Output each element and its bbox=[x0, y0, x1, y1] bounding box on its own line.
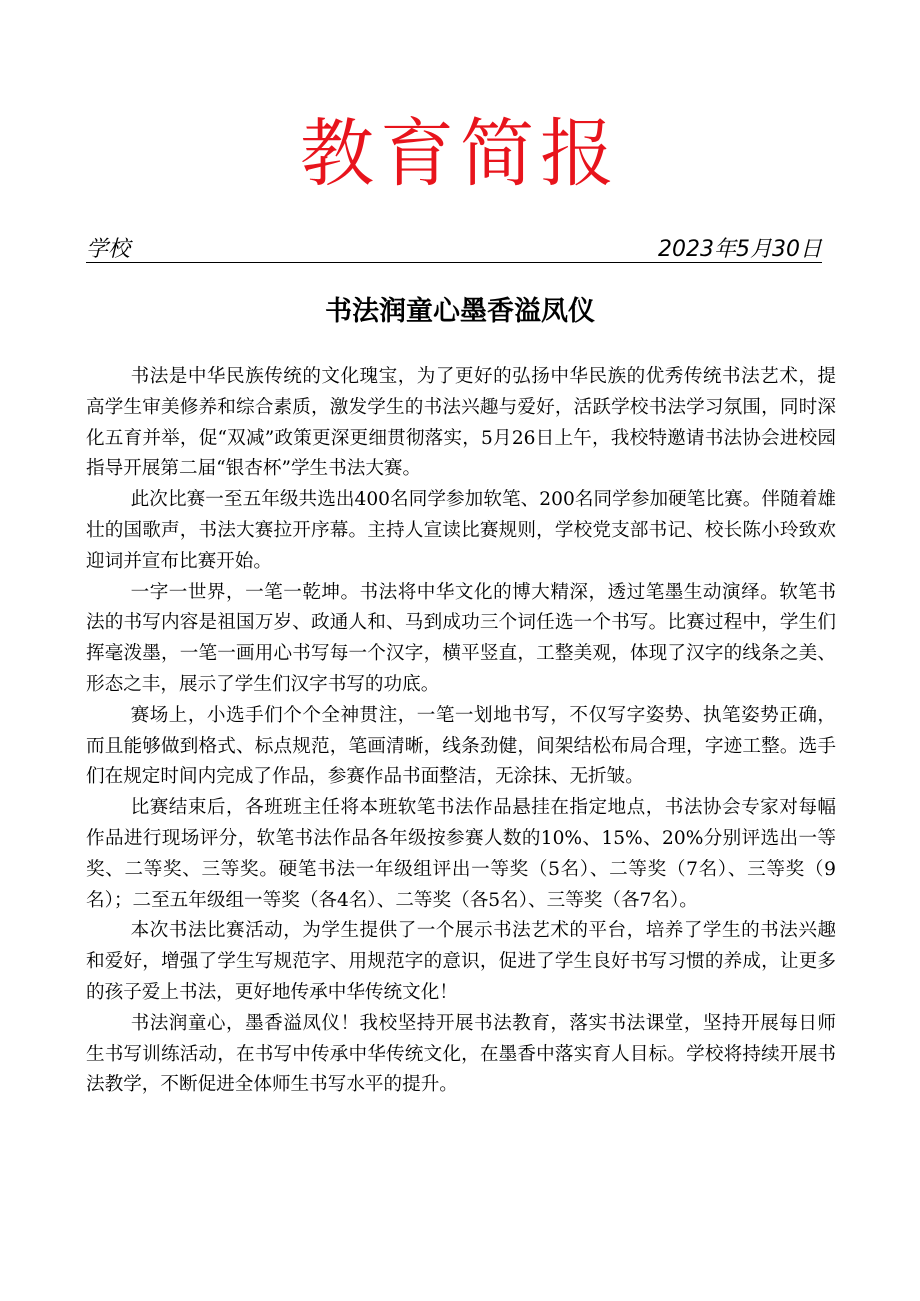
paragraph: 一字一世界，一笔一乾坤。书法将中华文化的博大精深，透过笔墨生动演绎。软笔书法的书写内容是祖国万岁、政通人和、马到成功三个词任选一个书写。比赛过程中，学生们挥毫泼墨，一笔一画用心书写每一个汉字，横平竖直，工整美观，体现了汉字的线条之美、形态之丰，展示了学生们汉字书写的功底。 bbox=[86, 581, 836, 695]
paragraph: 书法润童心，墨香溢凤仪！我校坚持开展书法教育，落实书法课堂，坚持开展每日师生书写训练活动，在书写中传承中华传统文化，在墨香中落实育人目标。学校将持续开展书法教学，不断促进全体师生书写水平的提升。 bbox=[86, 1012, 836, 1096]
article-body bbox=[86, 362, 836, 1101]
paragraph: 比赛结束后，各班班主任将本班软笔书法作品悬挂在指定地点，书法协会专家对每幅作品进行现场评分，软笔书法作品各年级按参赛人数的10%、15%、20%分别评选出一等奖、二等奖、三等奖。硬笔书法一年级组评出一等奖（5名）、二等奖（7名）、三等奖（9名）；二至五年级组一等奖（各4名）、二等奖（各5名）、三等奖（各7名）。 bbox=[86, 797, 836, 911]
issue-date: 2023年5月30日 bbox=[658, 237, 822, 262]
paragraph: 书法是中华民族传统的文化瑰宝，为了更好的弘扬中华民族的优秀传统书法艺术，提高学生审美修养和综合素质，激发学生的书法兴趣与爱好，活跃学校书法学习氛围，同时深化五育并举，促“双减”政策更深更细贯彻落实，5月26日上午，我校特邀请书法协会进校园指导开展第二届“银杏杯”学生书法大赛。 bbox=[86, 366, 836, 480]
paragraph: 赛场上，小选手们个个全神贯注，一笔一划地书写，不仅写字姿势、执笔姿势正确，而且能够做到格式、标点规范，笔画清晰，线条劲健，间架结松布局合理，字迹工整。选手们在规定时间内完成了作品，参赛作品书面整洁，无涂抹、无折皱。 bbox=[86, 704, 836, 788]
paragraph: 此次比赛一至五年级共选出400名同学参加软笔、200名同学参加硬笔比赛。伴随着雄壮的国歌声，书法大赛拉开序幕。主持人宣读比赛规则，学校党支部书记、校长陈小玲致欢迎词并宣布比赛开始。 bbox=[86, 489, 836, 572]
paragraph: 本次书法比赛活动，为学生提供了一个展示书法艺术的平台，培养了学生的书法兴趣和爱好，增强了学生写规范字、用规范字的意识，促进了学生良好书写习惯的养成，让更多的孩子爱上书法，更好地传承中华传统文化！ bbox=[86, 920, 836, 1003]
article-headline: 书法润童心墨香溢凤仪 bbox=[325, 296, 595, 327]
dateline bbox=[86, 232, 822, 263]
masthead-title: 教育简报 bbox=[300, 111, 620, 197]
school-label: 学校 bbox=[86, 237, 131, 262]
